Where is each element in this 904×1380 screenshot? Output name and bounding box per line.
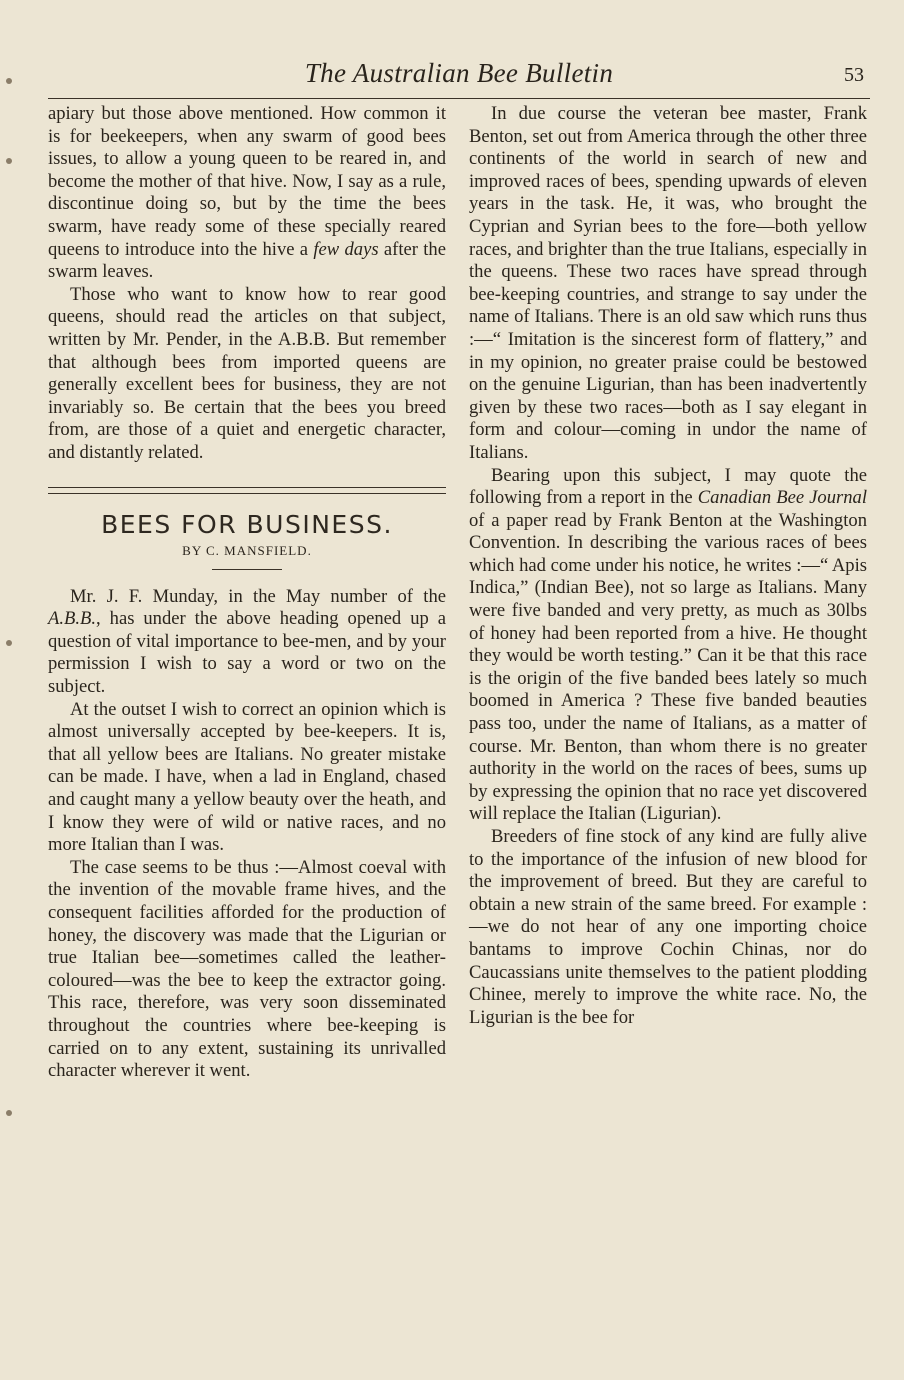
text-run: Mr. J. F. Munday, in the May number of the — [70, 585, 446, 607]
paragraph: At the outset I wish to correct an opinion which is almost universally accepted by bee-keepers. It is, that all yellow bees are Italians. No greater mistake can be made. I have, when a lad in England, chased and caught many a yellow beauty over the heath, and I know they were of wild or native races, and no more Italian than I was. — [48, 698, 446, 856]
paragraph: Breeders of fine stock of any kind are fully alive to the importance of the infusion of new blood for the improvement of breed. But they are careful to obtain a new strain of the same breed. For example :—we do not hear of any one importing choice bantams to improve Cochin Chinas, nor do Caucassians unite themselves to the patient plodding Chinee, merely to improve the white race. No, the Ligurian is the bee for — [469, 826, 867, 1028]
paragraph — [469, 465, 867, 827]
italic-text: Canadian Bee Journal — [697, 487, 867, 509]
page-number: 53 — [844, 64, 864, 86]
text-run: after the swarm leaves. — [48, 238, 446, 283]
margin-speck — [6, 158, 12, 164]
margin-speck — [6, 640, 12, 646]
paragraph: In due course the veteran bee master, Frank Benton, set out from America through the other three continents of the world in search of new and improved races of bees, spending upwards of eleven years in the task. He, it was, who brought the Cyprian and Syrian bees to the fore—both yellow races, and brighter than the true Italians, especially in the queens. These two races have spread through bee-keeping countries, and strange to say under the name of Italians. There is an old saw which runs thus :—“ Imitation is the sincerest form of flattery,” and in my opinion, no greater praise could be bestowed on the genuine Ligurian, than has been inadvertently given by these two races—both as I say elegant in form and colour—coming in undor the name of Italians. — [469, 103, 867, 463]
text-run: of a paper read by Frank Benton at the Washington Convention. In describing the various races of bees which had come under his notice, he writes :—“ Apis Indica,” (Indian Bee), not so large as Italians. Many were five banded and very pretty, as much as 30lbs of honey had been reported from a hive. He thought they would be worth testing.” Can it be that this race is the origin of the five banded bees lately so much boomed in America ? These five banded beauties pass too, under the name of Italians, as a matter of course. Mr. Benton, than whom there is no greater authority in the world on the races of bees, sums up by expressing the opinion that no race yet discovered will replace the Italian (Ligurian). — [469, 509, 867, 825]
right-column — [469, 103, 867, 1029]
italic-text: few days — [313, 238, 379, 260]
italic-text: A.B.B. — [48, 608, 97, 630]
paragraph: The case seems to be thus :—Almost coeval with the invention of the movable frame hives, and the consequent facilities afforded for the production of honey, the discovery was made that the Ligurian or true Italian bee—sometimes called the leather-coloured—was the bee to keep the extractor going. This race, therefore, was very soon disseminated throughout the countries where bee-keeping is carried on to any extent, sustaining its unrivalled character wherever it went. — [48, 856, 446, 1082]
journal-title: The Australian Bee Bulletin — [304, 58, 614, 88]
paragraph — [48, 103, 446, 284]
paragraph: Those who want to know how to rear good queens, should read the articles on that subject, written by Mr. Pender, in the A.B.B. But remember that although bees from imported queens are generally excellent bees for business, they are not invariably so. Be certain that the bees you breed from, are those of a quiet and energetic character, and distantly related. — [48, 283, 446, 463]
text-run: , has under the above heading opened up a question of vital importance to bee-men, and by your permission I wish to say a word or two on the subject. — [48, 608, 446, 698]
text-run: apiary but those above mentioned. How common it is for beekeepers, when any swarm of good bees issues, to allow a young queen to be reared in, and become the mother of that hive. Now, I say as a rule, discontinue doing so, but by the time the bees swarm, have ready some of these specially reared queens to introduce into the hive a — [48, 103, 446, 260]
article-byline: BY C. MANSFIELD. — [182, 543, 312, 559]
section-divider — [48, 487, 446, 494]
margin-speck — [6, 1110, 12, 1116]
paragraph — [48, 586, 446, 699]
byline-rule — [212, 569, 282, 570]
text-run: Bearing upon this subject, I may quote the following from a report in the — [469, 464, 867, 509]
running-header — [48, 58, 870, 99]
margin-speck — [6, 78, 12, 84]
left-column — [48, 103, 446, 1083]
article-heading: BEES FOR BUSINESS. — [101, 509, 393, 539]
